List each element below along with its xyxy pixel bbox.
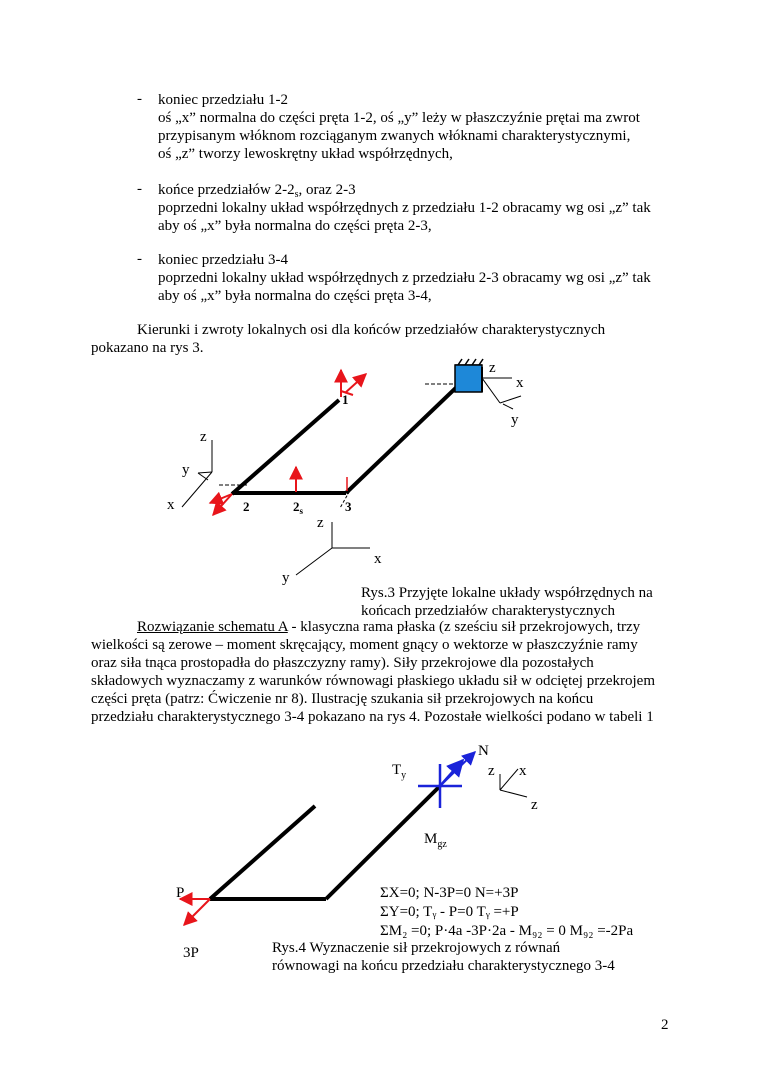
text-line: oś „z” tworzy lewoskrętny układ współrzędnych,	[158, 146, 453, 162]
axis-label-x: x	[516, 375, 524, 391]
text-line: oś „x” normalna do części pręta 1-2, oś „y” leży w płaszczyźnie prętai ma zwrot	[158, 110, 640, 126]
equation-2: ΣY=0; Tᵧ - P=0 Tᵧ =+P	[380, 904, 519, 920]
text-line: aby oś „x” była normalna do części pręta 3-4,	[158, 288, 432, 304]
paragraph-line: wielkości są zerowe – moment skręcający, moment gnący o wektorze w płaszczyźnie ramy	[91, 637, 638, 653]
label-Mgz: $M_{gz}$	[424, 831, 447, 850]
text-line: poprzedni lokalny układ współrzędnych z przedziału 2-3 obracamy wg osi „z” tak	[158, 270, 651, 286]
N-arrow-head	[440, 752, 475, 786]
node-label-3: 3	[345, 499, 352, 514]
axis-label-z: z	[317, 515, 324, 531]
fig3-caption-line: Rys.3 Przyjęte lokalne układy współrzędnych na	[361, 585, 653, 601]
equation-3: ΣM₂ =0; P·4a -3P·2a - M₉₂ = 0 M₉₂ =-2Pa	[380, 923, 634, 939]
node1-arrow-x	[345, 374, 366, 393]
axis-label-z: z	[200, 429, 207, 445]
paragraph-line: Rozwiązanie schematu A - klasyczna rama płaska (z sześciu sił przekrojowych, trzy	[137, 619, 641, 635]
3P-arrow	[184, 899, 210, 925]
figure-4	[176, 743, 634, 974]
axis-label-y: y	[182, 462, 190, 478]
axis-label-z: z	[531, 797, 538, 813]
label-Ty: $T_y$	[392, 762, 407, 781]
global-axes-bottom	[282, 515, 382, 586]
member-3-4	[326, 786, 440, 899]
label-P: P	[176, 885, 185, 901]
text-line: przypisanym włóknom rozciąganym zwanych włóknami charakterystycznymi,	[158, 128, 631, 144]
axis-label-x: x	[167, 497, 175, 513]
axis-label-x: x	[519, 763, 527, 779]
node-label-2: 2	[243, 499, 250, 514]
paragraph-line: części pręta (patrz: Ćwiczenie nr 8). Ilustrację szukania sił przekrojowych na końcu	[91, 691, 594, 707]
paragraph-line: oraz siła tnąca prostopadła do płaszczyzny ramy). Siły przekrojowe dla pozostałych	[91, 655, 594, 671]
axis-label-x: x	[374, 551, 382, 567]
node-label-2s: $2_s$	[293, 499, 304, 516]
page-number: 2	[661, 1017, 669, 1033]
bullet-title: koniec przedziału 3-4	[158, 252, 288, 268]
bullet-title: koniec przedziału 1-2	[158, 92, 288, 108]
axis-label-y: y	[282, 570, 290, 586]
bullet-dash: -	[137, 91, 142, 107]
text-line: aby oś „x” była normalna do części pręta 2-3,	[158, 218, 432, 234]
axis-label-z: z	[489, 360, 496, 376]
paragraph-line: przedziału charakterystycznego 3-4 pokazano na rys 4. Pozostałe wielkości podano w tabeli 1	[91, 709, 654, 725]
axis-label-z: z	[488, 763, 495, 779]
label-3P: 3P	[183, 945, 199, 961]
member-1-2	[232, 400, 339, 494]
text-line: poprzedni lokalny układ współrzędnych z przedziału 1-2 obracamy wg osi „z” tak	[158, 200, 651, 216]
member-3-4	[346, 381, 463, 493]
paragraph-line: składowych wyznaczamy z warunków równowagi płaskiego układu sił w odciętej przekrojem	[91, 673, 655, 689]
label-N: N	[478, 743, 489, 759]
fig4-caption-line: Rys.4 Wyznaczenie sił przekrojowych z równań	[272, 940, 561, 956]
axis-label-y: y	[511, 412, 519, 428]
bullet-dash: -	[137, 251, 142, 267]
paragraph-line: Kierunki i zwroty lokalnych osi dla końców przedziałów charakterystycznych	[137, 322, 606, 338]
bullet-dash: -	[137, 181, 142, 197]
fig3-caption-line: końcach przedziałów charakterystycznych	[361, 603, 616, 619]
node-label-1: 1	[342, 392, 349, 407]
member-1-2	[210, 806, 315, 899]
fig4-caption-line: równowagi na końcu przedziału charakterystycznego 3-4	[272, 958, 615, 974]
bullet-title: końce przedziałów $2-2_s$, oraz 2-3	[158, 182, 356, 200]
equation-1: ΣX=0; N-3P=0 N=+3P	[380, 885, 519, 901]
paragraph-line: pokazano na rys 3.	[91, 340, 204, 356]
global-axes-left	[167, 429, 212, 513]
section-heading: Rozwiązanie schematu A	[137, 619, 288, 635]
